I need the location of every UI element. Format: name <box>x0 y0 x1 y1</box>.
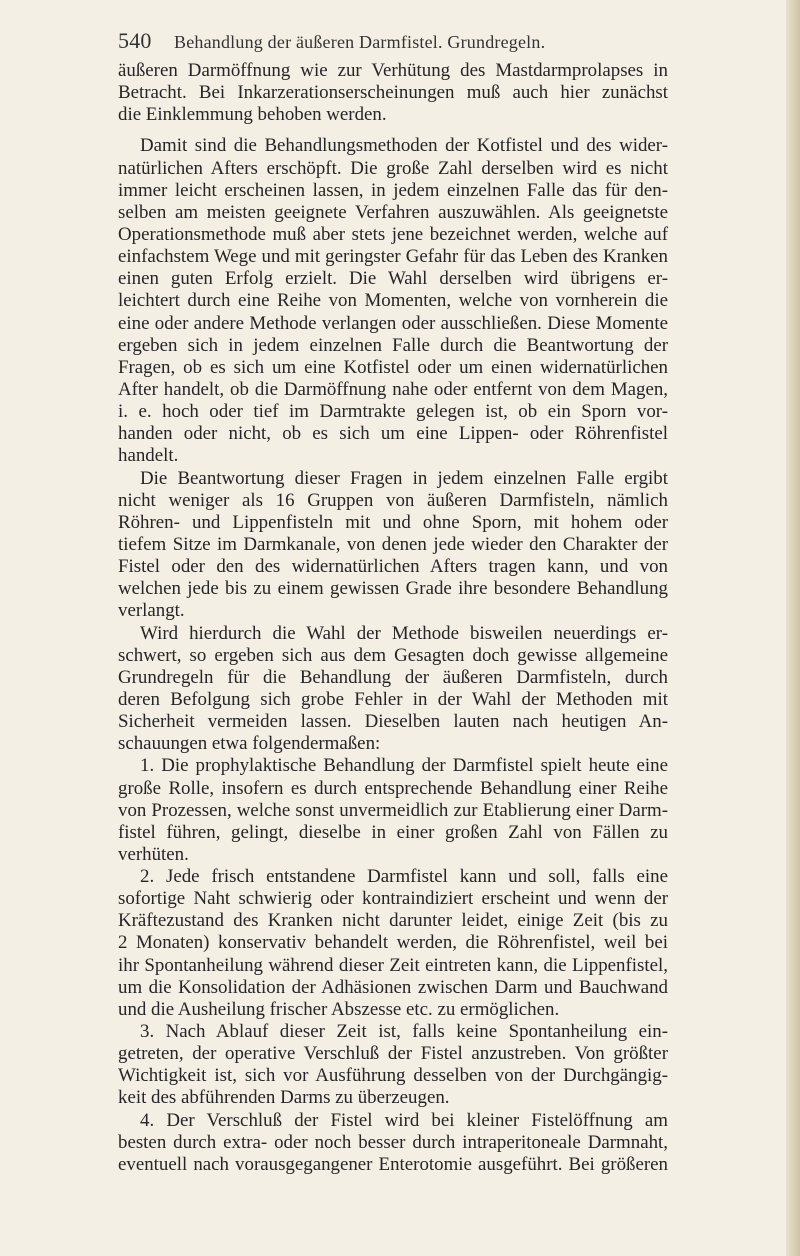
text-line: Wird hierdurch die Wahl der Methode bisweilen neuerdings er- <box>140 622 668 644</box>
text-line: Fragen, ob es sich um eine Kotfistel oder um einen widernatürlichen <box>118 356 668 378</box>
text-line: 2 Monaten) konservativ behandelt werden, die Röhrenfistel, weil bei <box>118 932 668 954</box>
text-line: die Einklemmung behoben werden. <box>118 104 387 126</box>
running-header <box>118 28 678 54</box>
text-line: Damit sind die Behandlungsmethoden der Kotfistel und des wider- <box>140 135 668 157</box>
text-line: ihr Spontanheilung während dieser Zeit eintreten kann, die Lippenfistel, <box>118 954 668 976</box>
paragraph-gap <box>118 126 668 135</box>
text-line: schwert, so ergeben sich aus dem Gesagten doch gewisse allgemeine <box>118 644 668 666</box>
text-line: 3. Nach Ablauf dieser Zeit ist, falls keine Spontanheilung ein- <box>140 1021 668 1043</box>
text-line: eventuell nach vorausgegangener Enterotomie ausgeführt. Bei größeren <box>118 1153 668 1175</box>
page-edge <box>786 0 800 1256</box>
text-line: Wichtigkeit ist, sich vor Ausführung desselben von der Durchgängig- <box>118 1065 668 1087</box>
text-line: besten durch extra- oder noch besser durch intraperitoneale Darmnaht, <box>118 1131 668 1153</box>
text-line: natürlichen Afters erschöpft. Die große Zahl derselben wird es nicht <box>118 157 668 179</box>
text-line: keit des abführenden Darms zu überzeugen. <box>118 1087 450 1109</box>
text-line: 1. Die prophylaktische Behandlung der Darmfistel spielt heute eine <box>140 755 668 777</box>
text-line: eine oder andere Methode verlangen oder ausschließen. Diese Momente <box>118 312 668 334</box>
text-line: einfachstem Wege und mit geringster Gefahr für das Leben des Kranken <box>118 246 668 268</box>
text-line: After handelt, ob die Darmöffnung nahe oder entfernt von dem Magen, <box>118 378 668 400</box>
text-line: Kräftezustand des Kranken nicht darunter leidet, einige Zeit (bis zu <box>118 910 668 932</box>
text-line: immer leicht erscheinen lassen, in jedem einzelnen Falle das für den- <box>118 179 668 201</box>
text-line: tiefem Sitze im Darmkanale, von denen jede wieder den Charakter der <box>118 533 668 555</box>
text-line: 2. Jede frisch entstandene Darmfistel kann und soll, falls eine <box>140 866 668 888</box>
text-line: handen oder nicht, ob es sich um eine Lippen- oder Röhrenfistel <box>118 423 668 445</box>
text-line: Grundregeln für die Behandlung der äußeren Darmfisteln, durch <box>118 666 668 688</box>
text-line: nicht weniger als 16 Gruppen von äußeren Darmfisteln, nämlich <box>118 489 668 511</box>
text-line: sofortige Naht schwierig oder kontraindiziert erscheint und wenn der <box>118 888 668 910</box>
text-line: große Rolle, insofern es durch entsprechende Behandlung einer Reihe <box>118 777 668 799</box>
text-line: verhüten. <box>118 843 189 865</box>
text-line: von Prozessen, welche sonst unvermeidlich zur Etablierung einer Darm- <box>118 799 668 821</box>
text-line: schauungen etwa folgendermaßen: <box>118 733 381 755</box>
running-title: Behandlung der äußeren Darmfistel. Grundregeln. <box>174 32 546 52</box>
text-line: selben am meisten geeignete Verfahren auszuwählen. Als geeignetste <box>118 201 668 223</box>
text-line: Betracht. Bei Inkarzerationserscheinungen muß auch hier zunächst <box>118 82 668 104</box>
text-line: handelt. <box>118 445 179 467</box>
body-text <box>118 60 668 1176</box>
text-line: welchen jede bis zu einem gewissen Grade ihre besondere Behandlung <box>118 578 668 600</box>
text-line: getreten, der operative Verschluß der Fistel anzustreben. Von größter <box>118 1043 668 1065</box>
page-number: 540 <box>118 28 152 53</box>
text-line: Die Beantwortung dieser Fragen in jedem einzelnen Falle ergibt <box>140 467 668 489</box>
text-line: einen guten Erfolg erzielt. Die Wahl derselben wird übrigens er- <box>118 268 668 290</box>
text-line: um die Konsolidation der Adhäsionen zwischen Darm und Bauchwand <box>118 976 668 998</box>
text-line: leichtert durch eine Reihe von Momenten, welche von vornherein die <box>118 290 668 312</box>
text-line: Sicherheit vermeiden lassen. Dieselben lauten nach heutigen An- <box>118 711 668 733</box>
text-line: i. e. hoch oder tief im Darmtrakte gelegen ist, ob ein Sporn vor- <box>118 401 668 423</box>
text-line: Fistel oder den des widernatürlichen Afters tragen kann, und von <box>118 556 668 578</box>
text-line: Operationsmethode muß aber stets jene bezeichnet werden, welche auf <box>118 223 668 245</box>
text-line: 4. Der Verschluß der Fistel wird bei kleiner Fistelöffnung am <box>140 1109 668 1131</box>
text-line: und die Ausheilung frischer Abszesse etc. zu ermöglichen. <box>118 998 560 1020</box>
text-line: fistel führen, gelingt, dieselbe in einer großen Zahl von Fällen zu <box>118 821 668 843</box>
text-line: ergeben sich in jedem einzelnen Falle durch die Beantwortung der <box>118 334 668 356</box>
text-line: äußeren Darmöffnung wie zur Verhütung des Mastdarmprolapses in <box>118 60 668 81</box>
text-line: verlangt. <box>118 600 185 622</box>
text-line: deren Befolgung sich grobe Fehler in der Wahl der Methoden mit <box>118 688 668 710</box>
text-line: Röhren- und Lippenfisteln mit und ohne Sporn, mit hohem oder <box>118 511 668 533</box>
